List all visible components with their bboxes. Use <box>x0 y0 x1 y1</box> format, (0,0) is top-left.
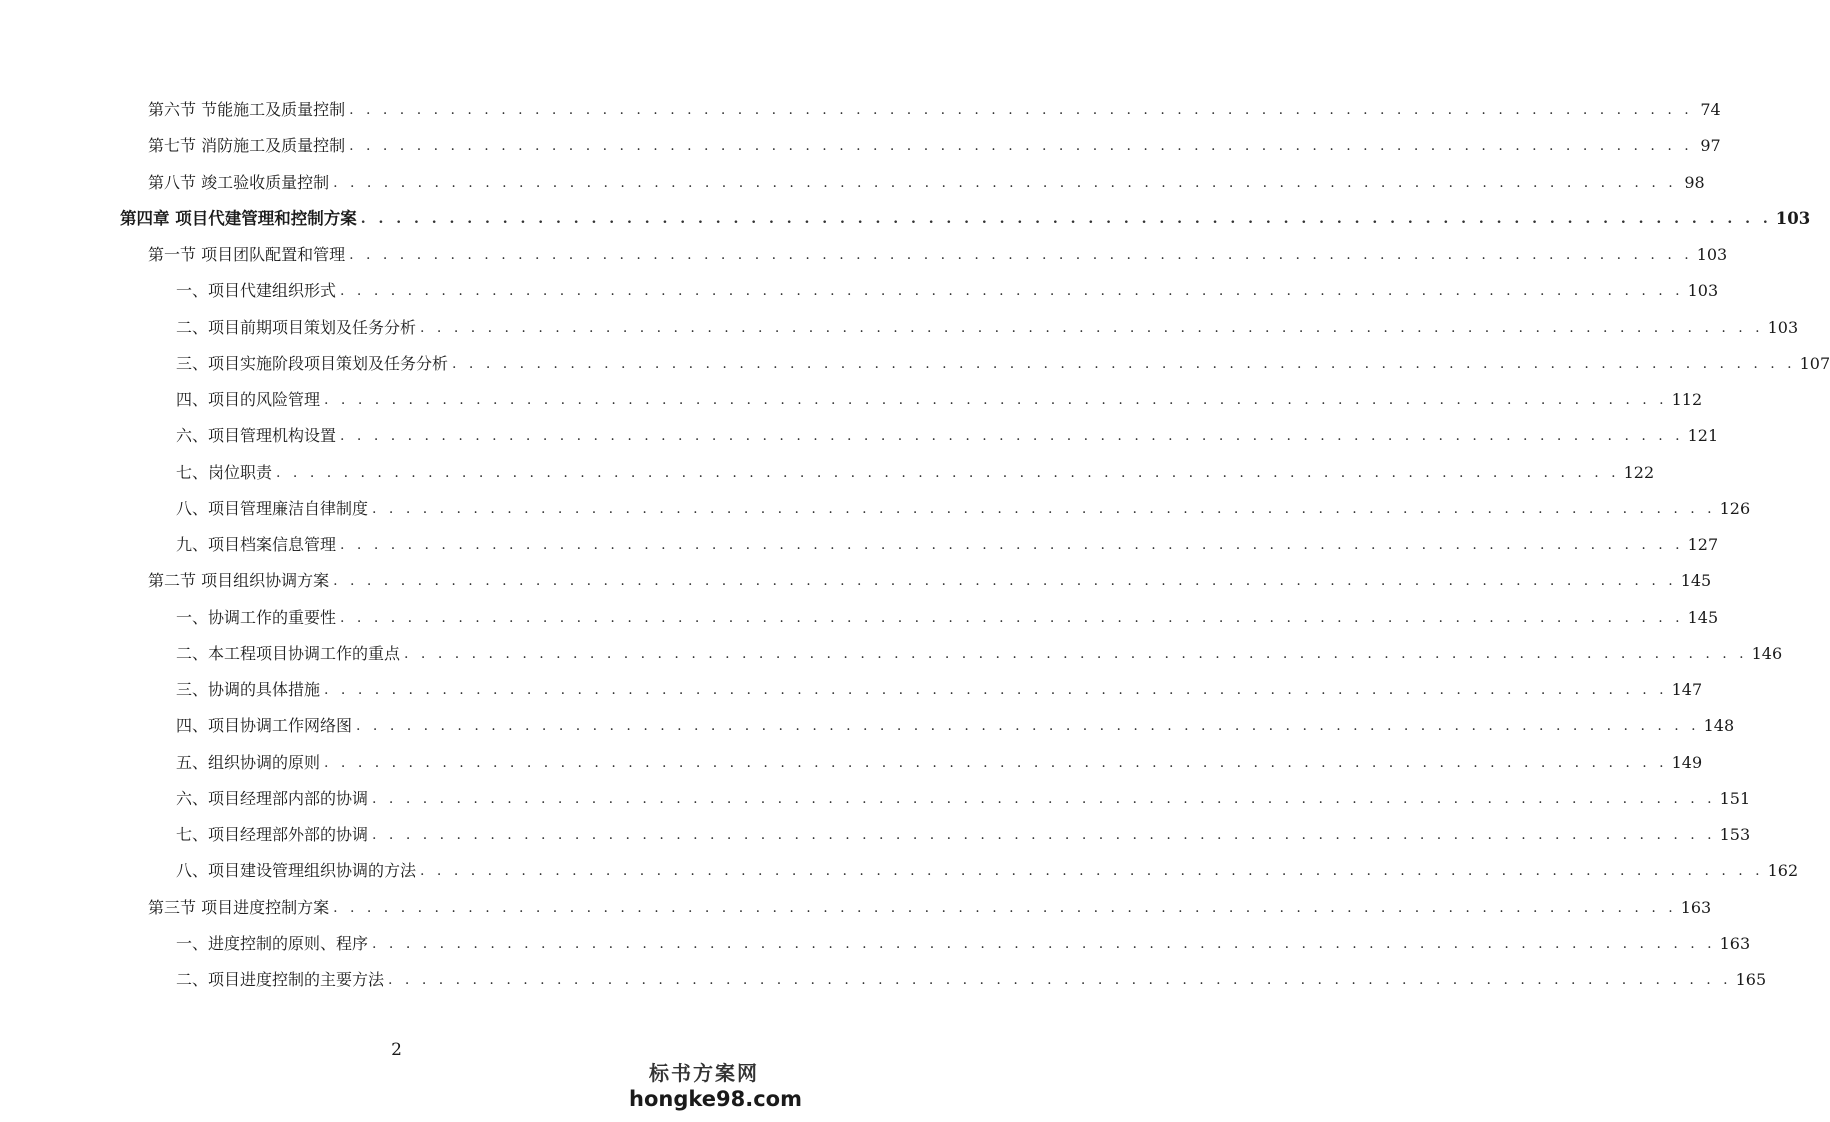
toc-entry <box>176 459 1655 483</box>
toc-entry-page: 147 <box>1671 680 1703 699</box>
toc-entry-label: 第二节 项目组织协调方案 <box>148 571 330 591</box>
toc-dot-leader: . . . . . . . . . . . . . . . . . . . . . . . . . . . . . . . . . . . . . . . . . . . . . . . . . . . . . . . . . . . . . . . . . . . . . . . . . . . . . . . . <box>356 718 1700 735</box>
toc-entry-page: 165 <box>1735 970 1767 989</box>
toc-entry-page: 163 <box>1680 897 1712 917</box>
toc-dot-leader: . . . . . . . . . . . . . . . . . . . . . . . . . . . . . . . . . . . . . . . . . . . . . . . . . . . . . . . . . . . . . . . . . . . . . . . . . . . . . . . . <box>333 573 1677 590</box>
toc-entry-label: 五、组织协调的原则 <box>176 752 321 772</box>
toc-entry-page: 121 <box>1687 426 1719 446</box>
toc-entry-page: 97 <box>1700 136 1721 156</box>
toc-dot-leader: . . . . . . . . . . . . . . . . . . . . . . . . . . . . . . . . . . . . . . . . . . . . . . . . . . . . . . . . . . . . . . . . . . . . . . . . . . . . . . . . <box>420 863 1764 880</box>
toc-entry-label: 八、项目管理廉洁自律制度 <box>176 498 369 518</box>
toc-dot-leader: . . . . . . . . . . . . . . . . . . . . . . . . . . . . . . . . . . . . . . . . . . . . . . . . . . . . . . . . . . . . . . . . . . . . . . . . . . . . . . . . <box>388 972 1732 988</box>
toc-entry-page: 146 <box>1751 643 1783 663</box>
toc-entry-label: 第八节 竣工验收质量控制 <box>148 172 330 192</box>
toc-entry <box>176 531 1719 555</box>
toc-entry-label: 七、项目经理部外部的协调 <box>176 825 369 844</box>
toc-dot-leader: . . . . . . . . . . . . . . . . . . . . . . . . . . . . . . . . . . . . . . . . . . . . . . . . . . . . . . . . . . . . . . . . . . . . . . . . . . . . . . . . <box>372 790 1716 807</box>
toc-entry-label: 六、项目管理机构设置 <box>176 426 337 446</box>
toc-entry <box>176 785 1751 809</box>
toc-entry-page: 103 <box>1696 245 1728 264</box>
toc-entry <box>148 567 1712 591</box>
toc-entry-page: 145 <box>1680 571 1712 591</box>
toc-entry-label: 三、协调的具体措施 <box>176 680 321 699</box>
toc-entry-page: 162 <box>1767 861 1799 881</box>
toc-dot-leader: . . . . . . . . . . . . . . . . . . . . . . . . . . . . . . . . . . . . . . . . . . . . . . . . . . . . . . . . . . . . . . . . . . . . . . . . . . . . . . . . <box>420 319 1764 336</box>
toc-entry-page: 107 <box>1799 353 1830 373</box>
toc-dot-leader: . . . . . . . . . . . . . . . . . . . . . . . . . . . . . . . . . . . . . . . . . . . . . . . . . . . . . . . . . . . . . . . . . . . . . . . . . . . . . . . . <box>349 138 1693 155</box>
toc-entry <box>148 894 1712 918</box>
toc-dot-leader: . . . . . . . . . . . . . . . . . . . . . . . . . . . . . . . . . . . . . . . . . . . . . . . . . . . . . . . . . . . . . . . . . . . . . . . . . . . . . . . . <box>333 174 1677 191</box>
toc-entry <box>176 749 1703 773</box>
toc-dot-leader: . . . . . . . . . . . . . . . . . . . . . . . . . . . . . . . . . . . . . . . . . . . . . . . . . . . . . . . . . . . . . . . . . . . . . . . . . . . . . . . . <box>372 827 1716 843</box>
toc-entry-page: 98 <box>1684 172 1705 192</box>
toc-entry-page: 103 <box>1775 208 1811 228</box>
toc-entry-label: 第七节 消防施工及质量控制 <box>148 136 346 156</box>
toc-dot-leader: . . . . . . . . . . . . . . . . . . . . . . . . . . . . . . . . . . . . . . . . . . . . . . . . . . . . . . . . . . . . . . . . . . . . . . . . . . . . . . . . <box>349 102 1693 118</box>
toc-entry <box>176 857 1799 881</box>
toc-entry-page: 149 <box>1671 752 1703 772</box>
page-number: 2 <box>391 1040 402 1060</box>
toc-entry <box>176 422 1719 446</box>
toc-entry-page: 148 <box>1703 716 1735 736</box>
toc-dot-leader: . . . . . . . . . . . . . . . . . . . . . . . . . . . . . . . . . . . . . . . . . . . . . . . . . . . . . . . . . . . . . . . . . . . . . . . . . . . . . . . . <box>340 609 1684 626</box>
toc-dot-leader: . . . . . . . . . . . . . . . . . . . . . . . . . . . . . . . . . . . . . . . . . . . . . . . . . . . . . . . . . . . . . . . . . . . . . . . . . . . . . . . . <box>324 392 1668 408</box>
toc-entry <box>120 205 1811 229</box>
toc-entry-label: 七、岗位职责 <box>176 462 273 482</box>
toc-entry-page: 103 <box>1767 317 1799 337</box>
toc-entry-page: 151 <box>1719 788 1751 808</box>
toc-entry-label: 第一节 项目团队配置和管理 <box>148 245 346 264</box>
toc-entry-label: 八、项目建设管理组织协调的方法 <box>176 861 417 881</box>
toc-entry <box>148 241 1728 265</box>
toc-entry-page: 163 <box>1719 933 1751 953</box>
toc-dot-leader: . . . . . . . . . . . . . . . . . . . . . . . . . . . . . . . . . . . . . . . . . . . . . . . . . . . . . . . . . . . . . . . . . . . . . . . . . . . . . . . . <box>324 754 1668 771</box>
toc-dot-leader: . . . . . . . . . . . . . . . . . . . . . . . . . . . . . . . . . . . . . . . . . . . . . . . . . . . . . . . . . . . . . . . . . . . . . . . . . . . . . . . . <box>333 899 1677 916</box>
toc-entry-label: 九、项目档案信息管理 <box>176 535 337 554</box>
toc-entry <box>176 314 1799 338</box>
toc-entry-label: 一、项目代建组织形式 <box>176 281 337 301</box>
toc-dot-leader: . . . . . . . . . . . . . . . . . . . . . . . . . . . . . . . . . . . . . . . . . . . . . . . . . . . . . . . . . . . . . . . . . . . . . . . . . . . . . . . . <box>372 500 1716 517</box>
toc-dot-leader: . . . . . . . . . . . . . . . . . . . . . . . . . . . . . . . . . . . . . . . . . . . . . . . . . . . . . . . . . . . . . . . . . . . . . . . . . . . . . . . . <box>404 645 1748 662</box>
toc-entry <box>176 821 1751 845</box>
toc-entry-label: 四、项目的风险管理 <box>176 390 321 409</box>
toc-entry-label: 二、本工程项目协调工作的重点 <box>176 643 401 663</box>
toc-entry <box>176 604 1719 628</box>
toc-entry <box>176 277 1719 301</box>
toc-dot-leader: . . . . . . . . . . . . . . . . . . . . . . . . . . . . . . . . . . . . . . . . . . . . . . . . . . . . . . . . . . . . . . . . . . . . . . . . . . . . . . . . <box>340 537 1684 553</box>
toc-dot-leader: . . . . . . . . . . . . . . . . . . . . . . . . . . . . . . . . . . . . . . . . . . . . . . . . . . . . . . . . . . . . . . . . . . . . . . . . . . . . . . . . <box>360 210 1772 227</box>
toc-entry-label: 第六节 节能施工及质量控制 <box>148 100 346 119</box>
toc-dot-leader: . . . . . . . . . . . . . . . . . . . . . . . . . . . . . . . . . . . . . . . . . . . . . . . . . . . . . . . . . . . . . . . . . . . . . . . . . . . . . . . . <box>452 355 1796 372</box>
toc-entry-label: 三、项目实施阶段项目策划及任务分析 <box>176 353 449 373</box>
toc-entry-label: 二、项目进度控制的主要方法 <box>176 970 385 989</box>
toc-entry-page: 122 <box>1623 462 1655 482</box>
toc-entry <box>176 350 1830 374</box>
toc-entry <box>148 132 1721 156</box>
toc-entry <box>176 930 1751 954</box>
toc-entry-page: 153 <box>1719 825 1751 844</box>
toc-entry <box>148 169 1705 193</box>
watermark-site: hongke98.com <box>629 1087 802 1111</box>
toc-entry <box>176 386 1703 410</box>
watermark-name: 标书方案网 <box>649 1061 759 1085</box>
toc-entry <box>176 495 1751 519</box>
toc-entry <box>176 640 1783 664</box>
toc-dot-leader: . . . . . . . . . . . . . . . . . . . . . . . . . . . . . . . . . . . . . . . . . . . . . . . . . . . . . . . . . . . . . . . . . . . . . . . . . . . . . . . . <box>324 682 1668 698</box>
toc-entry-label: 第四章 项目代建管理和控制方案 <box>120 208 357 228</box>
toc-dot-leader: . . . . . . . . . . . . . . . . . . . . . . . . . . . . . . . . . . . . . . . . . . . . . . . . . . . . . . . . . . . . . . . . . . . . . . . . . . . . . . . . <box>340 283 1684 300</box>
toc-dot-leader: . . . . . . . . . . . . . . . . . . . . . . . . . . . . . . . . . . . . . . . . . . . . . . . . . . . . . . . . . . . . . . . . . . . . . . . . . . . . . . . . <box>349 247 1693 263</box>
toc-dot-leader: . . . . . . . . . . . . . . . . . . . . . . . . . . . . . . . . . . . . . . . . . . . . . . . . . . . . . . . . . . . . . . . . . . . . . . . . . . . . . . . . <box>276 464 1620 481</box>
toc-entry-label: 六、项目经理部内部的协调 <box>176 788 369 808</box>
toc-entry-page: 145 <box>1687 607 1719 627</box>
toc-entry-label: 一、协调工作的重要性 <box>176 607 337 627</box>
toc-entry-page: 127 <box>1687 535 1719 554</box>
toc-dot-leader: . . . . . . . . . . . . . . . . . . . . . . . . . . . . . . . . . . . . . . . . . . . . . . . . . . . . . . . . . . . . . . . . . . . . . . . . . . . . . . . . <box>340 428 1684 445</box>
watermark-logo <box>629 1060 802 1112</box>
toc-entry <box>176 966 1767 990</box>
toc-entry <box>176 712 1735 736</box>
toc-entry <box>176 676 1703 700</box>
toc-entry-label: 二、项目前期项目策划及任务分析 <box>176 317 417 337</box>
toc-entry-label: 第三节 项目进度控制方案 <box>148 897 330 917</box>
toc-entry-page: 74 <box>1700 100 1721 119</box>
toc-entry-label: 四、项目协调工作网络图 <box>176 716 353 736</box>
toc-entry-page: 112 <box>1671 390 1703 409</box>
toc-entry <box>148 96 1721 120</box>
toc-entry-page: 103 <box>1687 281 1719 301</box>
toc-entry-page: 126 <box>1719 498 1751 518</box>
toc-entry-label: 一、进度控制的原则、程序 <box>176 933 369 953</box>
toc-dot-leader: . . . . . . . . . . . . . . . . . . . . . . . . . . . . . . . . . . . . . . . . . . . . . . . . . . . . . . . . . . . . . . . . . . . . . . . . . . . . . . . . <box>372 935 1716 952</box>
